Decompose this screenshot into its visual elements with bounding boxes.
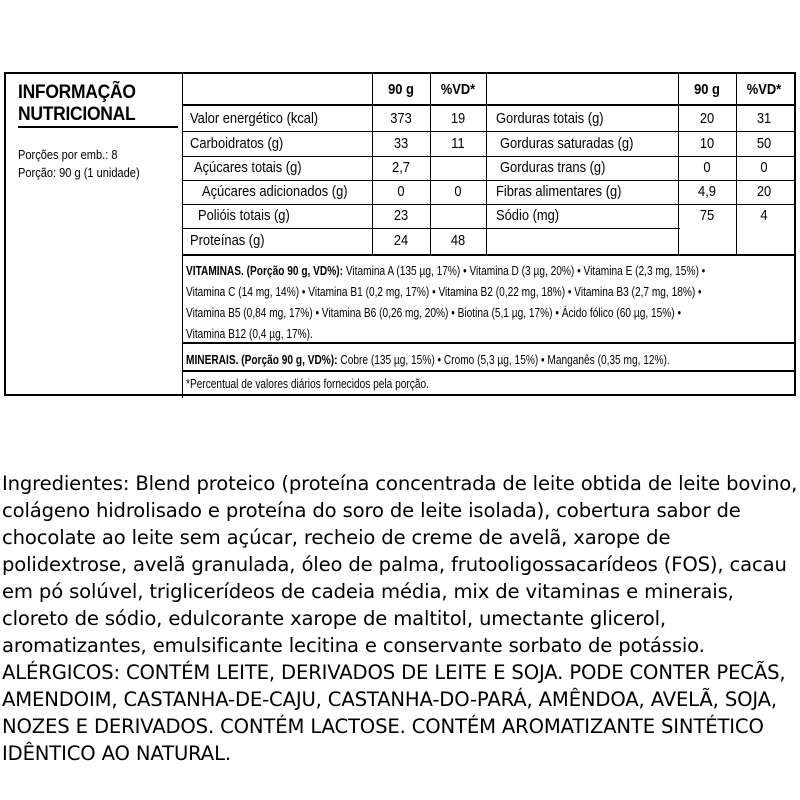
title-line-2: NUTRICIONAL (18, 104, 136, 125)
nutrient-name: Gorduras saturadas (g) (500, 135, 634, 152)
nutrient-amount: 10 (699, 135, 715, 152)
title-underline (18, 126, 178, 128)
ingredients-text: Ingredientes: Blend proteico (proteína concentrada de leite obtida de leite bovino, colágeno hidrolisado e proteína do soro de leite isolada), cobertura sabor de chocolate ao leite sem açúcar, recheio de creme de avelã, xarope de polidextrose, avelã granulada, óleo de palma, frutooligossacarídeos (FOS), cacau em pó solúvel, triglicerídeos de cadeia média, mix de vitaminas e minerais, cloreto de sódio, edulcorante xarope de maltitol, umectante glicerol, aromatizantes, emulsificante lecitina e conservante sorbato de potássio. ALÉRGICOS: CONTÉM LEITE, DERIVADOS DE LEITE E SOJA. PODE CONTER PECÃS, AMENDOIM, CASTANHA-DE-CAJU, CASTANHA-DO-PARÁ, AMÊNDOA, AVELÃ, SOJA, NOZES E DERIVADOS. CONTÉM LACTOSE. CONTÉM AROMATIZANTE SINTÉTICO IDÊNTICO AO NATURAL. (2, 472, 798, 765)
col-header-vd: %VD* (746, 81, 782, 98)
grid-divider (372, 74, 373, 254)
nutrient-name: Açúcares totais (g) (194, 159, 302, 176)
nutrient-vd: 48 (450, 232, 466, 249)
nutrient-vd: 19 (450, 110, 466, 127)
nutrient-vd (434, 205, 482, 227)
nutrient-amount: 2,7 (392, 159, 410, 176)
grid-divider (430, 74, 431, 254)
grid-divider-center (486, 74, 487, 254)
nutrient-name: Polióis totais (g) (198, 207, 290, 224)
nutrient-vd: 20 (756, 183, 772, 200)
nutrient-amount: 0 (397, 183, 405, 200)
vitamins-text: Vitamina C (14 mg, 14%) • Vitamina B1 (0,2 mg, 17%) • Vitamina B2 (0,22 mg, 18%) • Vitamina B3 (2,7 mg, 18%) • (186, 284, 702, 299)
minerals-text: Cobre (135 µg, 15%) • Cromo (5,3 µg, 15%) • Manganês (0,35 mg, 12%). (337, 352, 670, 367)
nutrient-vd (434, 157, 482, 179)
nutrient-amount: 4,9 (698, 183, 716, 200)
nutrient-name: Sódio (mg) (496, 207, 560, 224)
nutrient-name: Carboidratos (g) (190, 135, 284, 152)
nutrition-facts-table (4, 72, 796, 396)
row-rule (182, 131, 794, 132)
col-header-vd: %VD* (440, 81, 476, 98)
row-rule (182, 228, 680, 229)
header-rule (182, 104, 794, 106)
vitamins-heading: VITAMINAS. (Porção 90 g, VD%): (186, 263, 344, 278)
section-rule (182, 370, 794, 372)
serving-info (18, 146, 188, 182)
nutrient-name: Gorduras totais (g) (496, 110, 604, 127)
nutrient-name: Fibras alimentares (g) (496, 183, 622, 200)
col-header-90g: 90 g (388, 81, 414, 98)
grid-divider (678, 74, 679, 254)
nutrient-vd: 11 (451, 135, 465, 152)
nutrient-vd: 50 (756, 135, 772, 152)
title-line-1: INFORMAÇÃO (18, 82, 136, 103)
nutrient-name: Valor energético (kcal) (190, 110, 319, 127)
table-title (18, 82, 156, 126)
vitamins-text: Vitamina A (135 µg, 17%) • Vitamina D (3 µg, 20%) • Vitamina E (2,3 mg, 15%) • (343, 263, 706, 278)
vitamins-text: Vitamina B12 (0,4 µg, 17%). (186, 326, 313, 341)
nutrient-name: Proteínas (g) (190, 232, 265, 249)
nutrient-amount: 24 (393, 232, 409, 249)
nutrient-vd: 31 (756, 110, 772, 127)
nutrient-amount: 20 (699, 110, 715, 127)
nutrient-vd: 0 (454, 183, 462, 200)
nutrient-name: Gorduras trans (g) (500, 159, 606, 176)
portions-per-pack: Porções por emb.: 8 (18, 147, 118, 162)
nutrient-amount: 75 (699, 207, 715, 224)
nutrient-amount: 0 (703, 159, 711, 176)
vitamins-section (186, 260, 786, 344)
nutrient-amount: 33 (393, 135, 409, 152)
grid-divider-left (182, 74, 183, 398)
section-rule (182, 254, 794, 256)
nutrient-amount: 373 (390, 110, 412, 127)
minerals-section (186, 349, 786, 370)
nutrient-vd: 0 (760, 159, 768, 176)
grid-divider (736, 74, 737, 254)
nutrient-vd: 4 (760, 207, 768, 224)
nutrient-name: Açúcares adicionados (g) (202, 183, 348, 200)
col-header-90g: 90 g (694, 81, 720, 98)
nutrient-amount: 23 (393, 207, 409, 224)
vitamins-text: Vitamina B5 (0,84 mg, 17%) • Vitamina B6 (0,26 mg, 20%) • Biotina (5,1 µg, 17%) • Ácido fólico (60 µg, 15%) • (186, 305, 682, 320)
portion-size: Porção: 90 g (1 unidade) (18, 165, 140, 180)
footnote: *Percentual de valores diários fornecidos pela porção. (186, 376, 429, 391)
minerals-heading: MINERAIS. (Porção 90 g, VD%): (186, 352, 338, 367)
